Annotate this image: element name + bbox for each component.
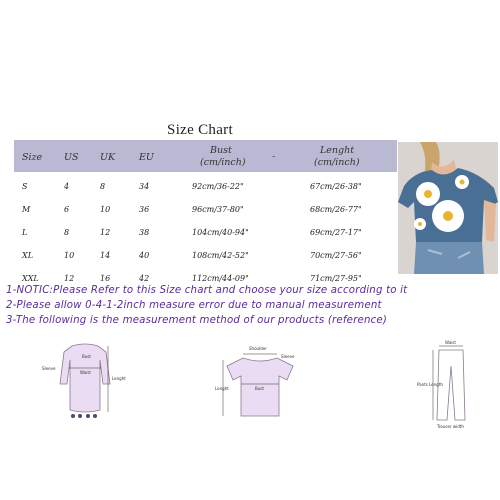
size-chart-title: Size Chart <box>167 122 233 138</box>
cell-eu: 42 <box>139 274 150 283</box>
cell-us: 10 <box>64 251 75 260</box>
dress-measurement-figure <box>40 340 130 430</box>
cell-uk: 10 <box>100 205 111 214</box>
cell-length: 68cm/26-77" <box>310 205 362 214</box>
pants-label-length: Pants Length <box>417 382 443 387</box>
cell-uk: 12 <box>100 228 111 237</box>
cell-length: 70cm/27-56" <box>310 251 362 260</box>
cell-size: XXL <box>22 274 39 283</box>
cell-bust: 108cm/42-52" <box>192 251 249 260</box>
size-chart-table <box>14 140 397 289</box>
cell-uk: 16 <box>100 274 111 283</box>
cell-bust: 104cm/40-94" <box>192 228 249 237</box>
cell-bust: 112cm/44-09" <box>192 274 249 283</box>
pants-label-waist: Waist <box>445 340 456 345</box>
tshirt-measurement-figure <box>215 340 305 430</box>
dress-label-waist: Waist <box>80 370 91 375</box>
cell-us: 4 <box>64 182 70 191</box>
cell-size: S <box>22 182 28 191</box>
cell-size: L <box>22 228 28 237</box>
pants-label-trouser-width: Trouser width <box>437 424 464 429</box>
dress-label-lenght: Lenght <box>112 376 126 381</box>
header-length-unit: (cm/inch) <box>314 157 360 168</box>
table-header <box>14 140 397 172</box>
note-3: 3-The following is the measurement method of our products (reference) <box>6 315 388 326</box>
size-notes <box>6 283 407 328</box>
note-2: 2-Please allow 0-4-1-2inch measure error due to manual measurement <box>6 300 382 311</box>
table-row <box>14 197 397 220</box>
header-us: US <box>64 152 79 163</box>
note-1: 1-NOTIC:Please Refer to this Size chart and choose your size according to it <box>6 285 408 296</box>
cell-bust: 92cm/36-22" <box>192 182 244 191</box>
cell-length: 67cm/26-38" <box>310 182 362 191</box>
cell-uk: 14 <box>100 251 111 260</box>
table-row <box>14 243 397 266</box>
table-row <box>14 220 397 243</box>
tshirt-label-lenght: Lenght <box>215 386 229 391</box>
header-size: Size <box>22 152 43 163</box>
cell-us: 6 <box>64 205 70 214</box>
header-eu: EU <box>139 152 154 163</box>
cell-size: XL <box>22 251 34 260</box>
table-row <box>14 174 397 197</box>
header-length: Lenght <box>320 145 355 156</box>
cell-eu: 34 <box>139 182 150 191</box>
dress-label-bust: Bust <box>82 354 91 359</box>
cell-length: 69cm/27-17" <box>310 228 362 237</box>
header-separator: - <box>272 151 276 162</box>
header-uk: UK <box>100 152 116 163</box>
tshirt-label-sleeve: Sleeve <box>281 354 295 359</box>
cell-eu: 40 <box>139 251 150 260</box>
cell-bust: 96cm/37-80" <box>192 205 244 214</box>
cell-size: M <box>22 205 31 214</box>
header-bust: Bust <box>210 145 232 156</box>
cell-eu: 36 <box>139 205 150 214</box>
product-photo <box>398 142 498 274</box>
cell-eu: 38 <box>139 228 150 237</box>
cell-us: 12 <box>64 274 75 283</box>
cell-us: 8 <box>64 228 70 237</box>
header-bust-unit: (cm/inch) <box>200 157 246 168</box>
cell-length: 71cm/27-95" <box>310 274 362 283</box>
dress-label-sleeve: Sleeve <box>42 366 56 371</box>
tshirt-label-bust: Bust <box>255 386 264 391</box>
tshirt-label-shoulder: Shoulder <box>249 346 267 351</box>
pants-measurement-figure <box>415 340 485 430</box>
cell-uk: 8 <box>100 182 106 191</box>
